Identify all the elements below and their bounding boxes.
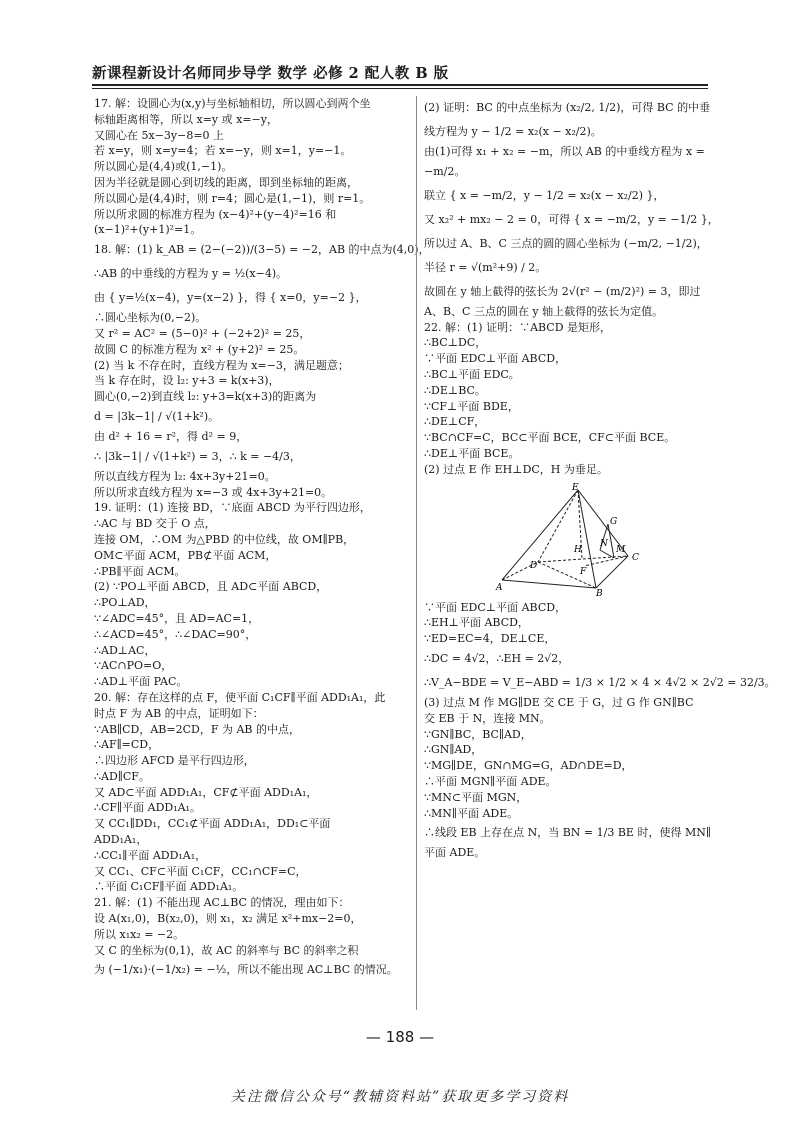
text-line: (2) ∵PO⊥平面 ABCD，且 AD⊂平面 ABCD， bbox=[94, 580, 328, 594]
text-line: ∵MN⊂平面 MGN， bbox=[424, 790, 528, 804]
text-line: ∵平面 EDC⊥平面 ABCD， bbox=[424, 352, 567, 366]
text-line: d = |3k−1| / √(1+k²)。 bbox=[94, 409, 220, 423]
text-line: (2) 当 k 不存在时，直线方程为 x=−3，满足题意； bbox=[94, 358, 349, 372]
text-line: 所以过 A、B、C 三点的圆的圆心坐标为 (−m/2, −1/2)， bbox=[424, 236, 708, 250]
text-line: 标轴距离相等，所以 x=y 或 x=−y， bbox=[94, 112, 278, 126]
text-line: ∴PO⊥AD， bbox=[94, 596, 156, 610]
text-line: ∴GN∥AD， bbox=[424, 743, 483, 757]
text-line: 又圆心在 5x−3y−8=0 上 bbox=[94, 128, 225, 142]
right-column-top bbox=[424, 96, 719, 478]
text-line: ∵平面 EDC⊥平面 ABCD， bbox=[424, 600, 567, 614]
text-line: ∴DE⊥平面 BCE。 bbox=[424, 446, 520, 460]
text-line: 圆心(0,−2)到直线 l₂: y+3=k(x+3)的距离为 bbox=[94, 390, 317, 404]
text-line: ∴∠ACD=45°，∴∠DAC=90°， bbox=[94, 627, 257, 641]
header-rule bbox=[92, 84, 708, 86]
text-line: ∴圆心坐标为(0,−2)。 bbox=[94, 311, 207, 325]
text-line: 线方程为 y − 1/2 = x₂(x − x₂/2)。 bbox=[424, 125, 602, 138]
text-line: ∴CC₁∥平面 ADD₁A₁， bbox=[94, 848, 207, 862]
text-line: ∵MG∥DE，GN∩MG=G，AD∩DE=D， bbox=[424, 759, 633, 773]
text-line: 半径 r = √(m²+9) / 2。 bbox=[424, 260, 547, 274]
text-line: 22. 解：(1) 证明：∵ABCD 是矩形， bbox=[424, 320, 612, 334]
text-line: ∴V_A−BDE = V_E−ABD = 1/3 × 1/2 × 4 × 4√2 × 2√2 = 32/3。 bbox=[424, 675, 776, 689]
text-line: 所以所求直线方程为 x=−3 或 4x+3y+21=0。 bbox=[94, 485, 333, 499]
right-column-bottom bbox=[424, 600, 776, 862]
text-line: ∴DE⊥BC。 bbox=[424, 383, 486, 397]
figure-label-C: C bbox=[632, 552, 639, 563]
text-line: ADD₁A₁， bbox=[94, 833, 148, 847]
text-line: ∵ED=EC=4，DE⊥CE， bbox=[424, 632, 556, 646]
text-line: 所以圆心是(4,4)时，则 r=4；圆心是(1,−1)，则 r=1。 bbox=[94, 191, 371, 205]
text-line: 故圆在 y 轴上截得的弦长为 2√(r² − (m/2)²) = 3，即过 bbox=[424, 284, 701, 298]
figure-label-G: G bbox=[610, 516, 618, 527]
header-rule-thin bbox=[92, 88, 708, 89]
text-line: 21. 解：(1) 不能出现 AC⊥BC 的情况，理由如下： bbox=[94, 896, 350, 910]
text-line: A、B、C 三点的圆在 y 轴上截得的弦长为定值。 bbox=[424, 304, 664, 318]
text-line: ∴EH⊥平面 ABCD， bbox=[424, 616, 529, 630]
text-line: 又 r² = AC² = (5−0)² + (−2+2)² = 25， bbox=[94, 326, 311, 340]
text-line: 又 AD⊂平面 ADD₁A₁，CF⊄平面 ADD₁A₁， bbox=[94, 785, 318, 799]
text-line: 由 { y=½(x−4)，y=(x−2) }，得 { x=0，y=−2 }， bbox=[94, 291, 367, 305]
text-line: 设 A(x₁,0)，B(x₂,0)，则 x₁，x₂ 满足 x²+mx−2=0， bbox=[94, 912, 362, 926]
column-divider bbox=[416, 96, 417, 1010]
text-line: (3) 过点 M 作 MG∥DE 交 CE 于 G，过 G 作 GN∥BC bbox=[424, 695, 694, 709]
text-line: 为 (−1/x₁)·(−1/x₂) = −½，所以不能出现 AC⊥BC 的情况。 bbox=[94, 963, 398, 977]
text-line: 当 k 存在时，设 l₂: y+3 = k(x+3)， bbox=[94, 374, 280, 388]
text-line: ∴BC⊥DC， bbox=[424, 336, 487, 350]
text-line: ∵CF⊥平面 BDE， bbox=[424, 399, 519, 413]
text-line: ∴线段 EB 上存在点 N，当 BN = 1/3 BE 时，使得 MN∥ bbox=[424, 826, 711, 840]
text-line: 所以圆心是(4,4)或(1,−1)。 bbox=[94, 160, 233, 174]
text-line: ∴AD⊥平面 PAC。 bbox=[94, 675, 188, 689]
text-line: ∴CF∥平面 ADD₁A₁。 bbox=[94, 801, 201, 815]
page-header: 新课程新设计名师同步导学 数学 必修 2 配人教 B 版 bbox=[92, 65, 449, 82]
text-line: 所以所求圆的标准方程为 (x−4)²+(y−4)²=16 和 bbox=[94, 207, 337, 221]
text-line: 故圆 C 的标准方程为 x² + (y+2)² = 25。 bbox=[94, 342, 305, 356]
text-line: ∴AB 的中垂线的方程为 y = ½(x−4)。 bbox=[94, 267, 288, 281]
text-line: ∵GN∥BC，BC∥AD， bbox=[424, 727, 532, 741]
text-line: 由 d² + 16 = r²，得 d² = 9， bbox=[94, 429, 248, 443]
page-number: — 188 — bbox=[365, 1028, 435, 1046]
text-line: ∵AB∥CD，AB=2CD，F 为 AB 的中点， bbox=[94, 722, 300, 736]
text-line: ∴AD⊥AC， bbox=[94, 643, 156, 657]
figure-label-A: A bbox=[496, 582, 503, 593]
text-line: ∴DE⊥CF， bbox=[424, 415, 486, 429]
text-line: ∴AF∥=CD， bbox=[94, 738, 160, 752]
figure-label-E: E bbox=[572, 482, 579, 493]
text-line: 连接 OM，∴OM 为△PBD 的中位线，故 OM∥PB， bbox=[94, 532, 355, 546]
text-line: ∵AC∩PO=O， bbox=[94, 659, 173, 673]
text-line: 又 CC₁、CF⊂平面 C₁CF，CC₁∩CF=C， bbox=[94, 864, 307, 878]
text-line: 又 CC₁∥DD₁，CC₁⊄平面 ADD₁A₁，DD₁⊂平面 bbox=[94, 817, 331, 831]
text-line: 所以直线方程为 l₂: 4x+3y+21=0。 bbox=[94, 469, 276, 483]
text-line: 又 x₂² + mx₂ − 2 = 0，可得 { x = −m/2，y = −1/2 }， bbox=[424, 212, 719, 226]
geometry-figure bbox=[496, 482, 646, 599]
text-line: 时点 F 为 AB 的中点，证明如下： bbox=[94, 706, 264, 720]
text-line: ∴MN∥平面 ADE。 bbox=[424, 806, 519, 820]
text-line: ∴平面 C₁CF∥平面 ADD₁A₁。 bbox=[94, 880, 244, 894]
text-line: 由(1)可得 x₁ + x₂ = −m，所以 AB 的中垂线方程为 x = bbox=[424, 145, 705, 158]
text-line: 又 C 的坐标为(0,1)，故 AC 的斜率与 BC 的斜率之积 bbox=[94, 943, 359, 957]
text-line: OM⊂平面 ACM，PB⊄平面 ACM， bbox=[94, 548, 277, 562]
text-line: ∴DC = 4√2，∴EH = 2√2， bbox=[424, 651, 570, 665]
figure-label-F: F bbox=[580, 566, 587, 577]
text-line: ∴平面 MGN∥平面 ADE。 bbox=[424, 774, 557, 788]
text-line: ∵∠ADC=45°，且 AD=AC=1， bbox=[94, 611, 260, 625]
text-line: ∴ |3k−1| / √(1+k²) = 3，∴ k = −4/3， bbox=[94, 449, 301, 463]
text-line: 18. 解：(1) k_AB = (2−(−2))/(3−5) = −2，AB 的中点为(4,0)， bbox=[94, 243, 430, 257]
text-line: 若 x=y，则 x=y=4；若 x=−y，则 x=1，y=−1。 bbox=[94, 144, 352, 158]
text-line: 20. 解：存在这样的点 F，使平面 C₁CF∥平面 ADD₁A₁，此 bbox=[94, 690, 386, 704]
figure-label-M: M bbox=[616, 544, 626, 555]
text-line: (2) 证明：BC 的中点坐标为 (x₂/2, 1/2)，可得 BC 的中垂 bbox=[424, 101, 711, 114]
text-line: 因为半径就是圆心到切线的距离，即到坐标轴的距离， bbox=[94, 175, 358, 189]
text-line: 所以 x₁x₂ = −2。 bbox=[94, 927, 185, 941]
left-column bbox=[94, 96, 430, 982]
text-line: ∴四边形 AFCD 是平行四边形， bbox=[94, 754, 255, 768]
text-line: 平面 ADE。 bbox=[424, 846, 486, 860]
text-line: 17. 解：设圆心为(x,y)与坐标轴相切，所以圆心到两个坐 bbox=[94, 97, 371, 110]
text-line: 19. 证明：(1) 连接 BD，∵底面 ABCD 为平行四边形， bbox=[94, 501, 371, 515]
text-line: ∴BC⊥平面 EDC。 bbox=[424, 367, 520, 381]
text-line: ∴AD∥CF。 bbox=[94, 769, 150, 783]
text-line: (2) 过点 E 作 EH⊥DC，H 为垂足。 bbox=[424, 462, 608, 476]
right-column bbox=[424, 96, 776, 861]
text-line: ∴PB∥平面 ACM。 bbox=[94, 564, 186, 578]
text-line: 交 EB 于 N，连接 MN。 bbox=[424, 711, 551, 725]
text-line: ∵BC∩CF=C，BC⊂平面 BCE，CF⊂平面 BCE。 bbox=[424, 431, 676, 445]
figure-label-D: D bbox=[530, 560, 538, 571]
text-line: ∴AC 与 BD 交于 O 点， bbox=[94, 517, 216, 531]
text-line: 联立 { x = −m/2，y − 1/2 = x₂(x − x₂/2) }， bbox=[424, 188, 665, 202]
text-line: (x−1)²+(y+1)²=1。 bbox=[94, 223, 202, 237]
figure-label-B: B bbox=[596, 588, 603, 599]
text-line: −m/2。 bbox=[424, 164, 466, 178]
footer-note: 关注微信公众号“教辅资料站”获取更多学习资料 bbox=[230, 1089, 570, 1105]
figure-label-H: H bbox=[574, 544, 582, 555]
figure-label-N: N bbox=[600, 538, 608, 549]
